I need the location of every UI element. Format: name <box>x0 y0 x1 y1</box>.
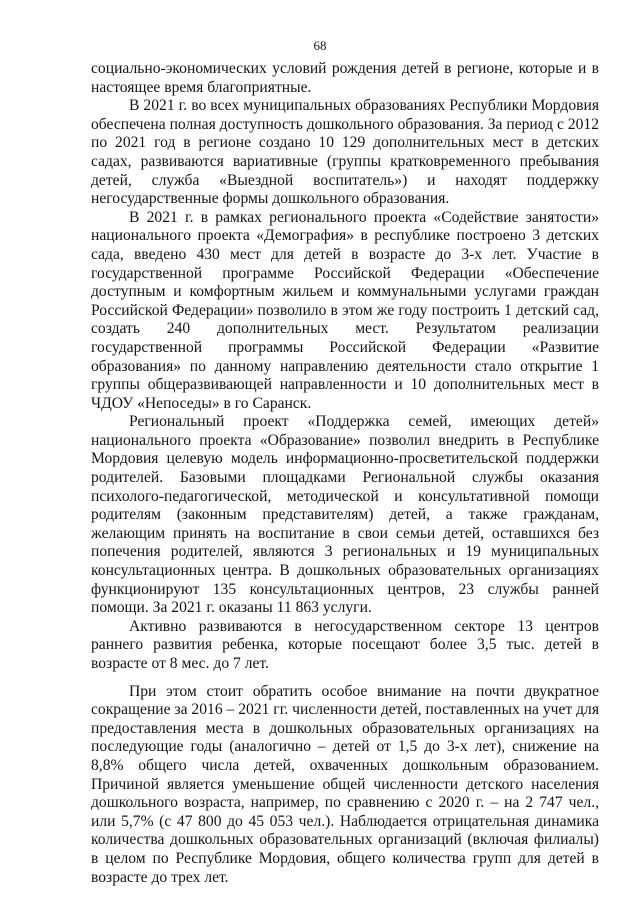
page-number: 68 <box>313 38 327 53</box>
paragraph-family-support-project: Региональный проект «Поддержка семей, имеющих детей» национального проекта «Образование» позволил внедрить в Республике Мордовия целевую модель информационно-просветительской поддержки родителей. Базовыми площадками Региональной службы оказания психолого-педагогической, методической и консультативной помощи родителям (законным представителям) детей, а также гражданам, желающим принять на воспитание в свои семьи детей, оставшихся без попечения родителей, являются 3 региональных и 19 муниципальных консультационных центра. В дошкольных образовательных организациях функционируют 135 консультационных центров, 23 службы ранней помощи. За 2021 г. оказаны 11 863 услуги. <box>91 413 599 617</box>
paragraph-continuation: социально-экономических условий рождения детей в регионе, которые и в настоящее время благоприятные. <box>91 60 599 96</box>
document-body <box>91 60 599 887</box>
paragraph-demography-project: В 2021 г. в рамках регионального проекта «Содействие занятости» национального проекта «Демография» в республике построено 3 детских сада, введено 430 мест для детей в возрасте до 3-х лет. Участие в государственной программе Российской Федерации «Обеспечение доступным и комфортным жильем и коммунальными услугами граждан Российской Федерации» позволило в этом же году построить 1 детский сад, создать 240 дополнительных мест. Результатом реализации государственной программы Российской Федерации «Развитие образования» по данному направлению деятельности стало открытие 1 группы общеразвивающей направленности и 10 дополнительных мест в ЧДОУ «Непоседы» в го Саранск. <box>91 208 599 412</box>
paragraph-preschool-access: В 2021 г. во всех муниципальных образованиях Республики Мордовия обеспечена полная доступность дошкольного образования. За период с 2012 по 2021 год в регионе создано 10 129 дополнительных мест в детских садах, развиваются вариативные (группы кратковременного пребывания детей, служба «Выездной воспитатель») и находят поддержку негосударственные формы дошкольного образования. <box>91 97 599 208</box>
paragraph-early-development-centers: Активно развиваются в негосударственном секторе 13 центров раннего развития ребенка, которые посещают более 3,5 тыс. детей в возрасте от 8 мес. до 7 лет. <box>91 617 599 672</box>
paragraph-enrollment-decline: При этом стоит обратить особое внимание на почти двукратное сокращение за 2016 – 2021 гг. численности детей, поставленных на учет для предоставления места в дошкольных образовательных организациях на последующие годы (аналогично – детей от 1,5 до 3-х лет), снижение на 8,8% общего числа детей, охваченных дошкольным образованием. Причиной является уменьшение общей численности детского населения дошкольного возраста, например, по сравнению с 2020 г. – на 2 747 чел., или 5,7% (с 47 800 до 45 053 чел.). Наблюдается отрицательная динамика количества дошкольных образовательных организаций (включая филиалы) в целом по Республике Мордовия, общего количества групп для детей в возрасте до трех лет. <box>91 682 599 886</box>
